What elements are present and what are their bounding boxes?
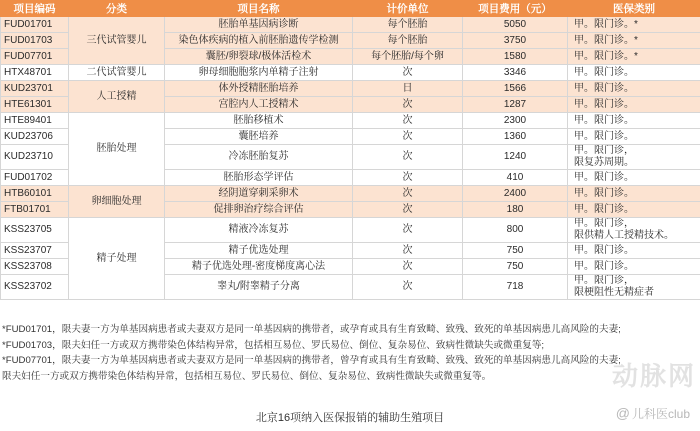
cell-insurance: 甲。限门诊。* bbox=[568, 33, 700, 49]
cell-name: 染色体疾病的植入前胚胎遗传学检测 bbox=[165, 33, 353, 49]
cell-unit: 次 bbox=[353, 129, 463, 145]
footnote: *FUD01703，限夫妇任一方或双方携带染色体结构异常，包括相互易位、罗氏易位、倒位、复杂易位、致病性微缺失或微重复等; bbox=[2, 339, 545, 351]
cell-name: 体外授精胚胎培养 bbox=[165, 81, 353, 97]
at-icon: @ bbox=[615, 405, 630, 421]
cell-insurance: 甲。限门诊。 bbox=[568, 81, 700, 97]
cell-unit: 次 bbox=[353, 97, 463, 113]
footnote: *FUD07701，限夫妻一方为单基因病患者或夫妻双方是同一单基因病的携带者，曾孕育或具有生育致畸、致残、致死的单基因病患儿高风险的夫妻; bbox=[2, 355, 621, 366]
table-row bbox=[1, 113, 700, 129]
cell-code: KUD23710 bbox=[1, 145, 69, 170]
cell-unit: 次 bbox=[353, 186, 463, 202]
cell-category: 卵细胞处理 bbox=[69, 186, 165, 218]
cell-unit: 次 bbox=[353, 243, 463, 259]
cell-unit: 次 bbox=[353, 202, 463, 218]
cell-name: 精子优选处理 bbox=[165, 243, 353, 259]
cell-insurance: 甲。限门诊。 bbox=[568, 97, 700, 113]
cell-name: 胚胎单基因病诊断 bbox=[165, 17, 353, 33]
watermark: 动脉网 bbox=[611, 361, 696, 391]
table-row bbox=[1, 81, 700, 97]
cell-code: FTB01701 bbox=[1, 202, 69, 218]
cell-insurance: 甲。限门诊。 bbox=[568, 186, 700, 202]
cell-insurance bbox=[568, 145, 700, 170]
watermark-brand-text: 儿科医club bbox=[631, 407, 690, 421]
table-row bbox=[1, 218, 700, 243]
cell-name: 卵母细胞胞浆内单精子注射 bbox=[165, 65, 353, 81]
cell-name: 囊胚/卵裂球/极体活检术 bbox=[165, 49, 353, 65]
footnote: *FUD01701，限夫妻一方为单基因病患者或夫妻双方是同一单基因病的携带者，或孕育或具有生育致畸、致残、致死的单基因病患儿高风险的夫妻; bbox=[2, 324, 621, 335]
cell-insurance: 甲。限门诊。 bbox=[568, 65, 700, 81]
cell-insurance bbox=[568, 275, 700, 300]
cell-name: 宫腔内人工授精术 bbox=[165, 97, 353, 113]
cell-fee: 180 bbox=[463, 202, 568, 218]
cell-code: HTB60101 bbox=[1, 186, 69, 202]
table-row bbox=[1, 65, 700, 81]
cell-unit: 次 bbox=[353, 65, 463, 81]
cell-fee: 5050 bbox=[463, 17, 568, 33]
cell-fee: 410 bbox=[463, 170, 568, 186]
cell-code: FUD01702 bbox=[1, 170, 69, 186]
cell-code: HTE89401 bbox=[1, 113, 69, 129]
insurance-line-1: 甲。限门诊， bbox=[574, 145, 634, 156]
cell-name: 胚胎移植术 bbox=[165, 113, 353, 129]
cell-code: KUD23701 bbox=[1, 81, 69, 97]
cell-name: 囊胚培养 bbox=[165, 129, 353, 145]
cell-code: KSS23702 bbox=[1, 275, 69, 300]
cell-insurance: 甲。限门诊。 bbox=[568, 113, 700, 129]
col-header-name: 项目名称 bbox=[165, 1, 353, 17]
insurance-line-1: 甲。限门诊， bbox=[574, 218, 634, 229]
cell-unit: 每个胚胎 bbox=[353, 17, 463, 33]
cell-fee: 1240 bbox=[463, 145, 568, 170]
cell-fee: 3750 bbox=[463, 33, 568, 49]
footnotes bbox=[2, 322, 698, 384]
table-header-row bbox=[1, 1, 700, 17]
cell-insurance: 甲。限门诊。* bbox=[568, 17, 700, 33]
cell-insurance: 甲。限门诊。 bbox=[568, 170, 700, 186]
cell-category: 三代试管婴儿 bbox=[69, 17, 165, 65]
caption: 北京16项纳入医保报销的辅助生殖项目 bbox=[255, 412, 445, 424]
cell-code: KSS23707 bbox=[1, 243, 69, 259]
cell-unit: 次 bbox=[353, 259, 463, 275]
cell-insurance: 甲。限门诊。 bbox=[568, 243, 700, 259]
cell-name: 经阴道穿刺采卵术 bbox=[165, 186, 353, 202]
cell-fee: 3346 bbox=[463, 65, 568, 81]
cell-name: 冷冻胚胎复苏 bbox=[165, 145, 353, 170]
cell-unit: 次 bbox=[353, 170, 463, 186]
cell-code: KSS23705 bbox=[1, 218, 69, 243]
cell-name: 精液冷冻复苏 bbox=[165, 218, 353, 243]
cell-code: FUD01703 bbox=[1, 33, 69, 49]
cell-fee: 1580 bbox=[463, 49, 568, 65]
cell-category: 精子处理 bbox=[69, 218, 165, 300]
cell-unit: 每个胚胎/每个卵 bbox=[353, 49, 463, 65]
col-header-code: 项目编码 bbox=[1, 1, 69, 17]
cell-fee: 1360 bbox=[463, 129, 568, 145]
insurance-line-2: 限复苏周期。 bbox=[574, 157, 634, 168]
col-header-category: 分类 bbox=[69, 1, 165, 17]
insurance-line-2: 限梗阻性无精症者 bbox=[574, 287, 654, 298]
footnote: 限夫妇任一方或双方携带染色体结构异常，包括相互易位、罗氏易位、倒位、复杂易位、致病性微缺失或微重复等。 bbox=[2, 370, 492, 382]
cell-fee: 2400 bbox=[463, 186, 568, 202]
cell-code: FUD01701 bbox=[1, 17, 69, 33]
cell-code: KUD23706 bbox=[1, 129, 69, 145]
col-header-fee: 项目费用（元） bbox=[463, 1, 568, 17]
col-header-insurance: 医保类别 bbox=[568, 1, 700, 17]
cell-fee: 750 bbox=[463, 259, 568, 275]
table-row bbox=[1, 17, 700, 33]
cell-unit: 次 bbox=[353, 275, 463, 300]
cell-code: FUD07701 bbox=[1, 49, 69, 65]
cell-unit: 次 bbox=[353, 145, 463, 170]
table-row bbox=[1, 186, 700, 202]
cell-name: 促排卵治疗综合评估 bbox=[165, 202, 353, 218]
cell-fee: 1287 bbox=[463, 97, 568, 113]
cell-fee: 1566 bbox=[463, 81, 568, 97]
cell-insurance: 甲。限门诊。* bbox=[568, 49, 700, 65]
col-header-unit: 计价单位 bbox=[353, 1, 463, 17]
cell-fee: 750 bbox=[463, 243, 568, 259]
cell-unit: 日 bbox=[353, 81, 463, 97]
cell-insurance bbox=[568, 218, 700, 243]
cell-unit: 每个胚胎 bbox=[353, 33, 463, 49]
cell-name: 胚胎形态学评估 bbox=[165, 170, 353, 186]
cell-code: HTX48701 bbox=[1, 65, 69, 81]
cell-code: HTE61301 bbox=[1, 97, 69, 113]
cell-code: KSS23708 bbox=[1, 259, 69, 275]
cell-fee: 800 bbox=[463, 218, 568, 243]
cell-unit: 次 bbox=[353, 113, 463, 129]
cell-insurance: 甲。限门诊。 bbox=[568, 259, 700, 275]
cell-name: 睾丸/附睾精子分离 bbox=[165, 275, 353, 300]
cell-unit: 次 bbox=[353, 218, 463, 243]
watermark-brand bbox=[616, 405, 690, 422]
cell-fee: 2300 bbox=[463, 113, 568, 129]
insurance-line-2: 限供精人工授精技术。 bbox=[574, 230, 674, 241]
cell-name: 精子优选处理-密度梯度离心法 bbox=[165, 259, 353, 275]
cell-category: 胚胎处理 bbox=[69, 113, 165, 186]
cell-fee: 718 bbox=[463, 275, 568, 300]
cell-insurance: 甲。限门诊。 bbox=[568, 202, 700, 218]
cell-insurance: 甲。限门诊。 bbox=[568, 129, 700, 145]
cell-category: 人工授精 bbox=[69, 81, 165, 113]
insurance-line-1: 甲。限门诊， bbox=[574, 275, 634, 286]
cell-category: 二代试管婴儿 bbox=[69, 65, 165, 81]
